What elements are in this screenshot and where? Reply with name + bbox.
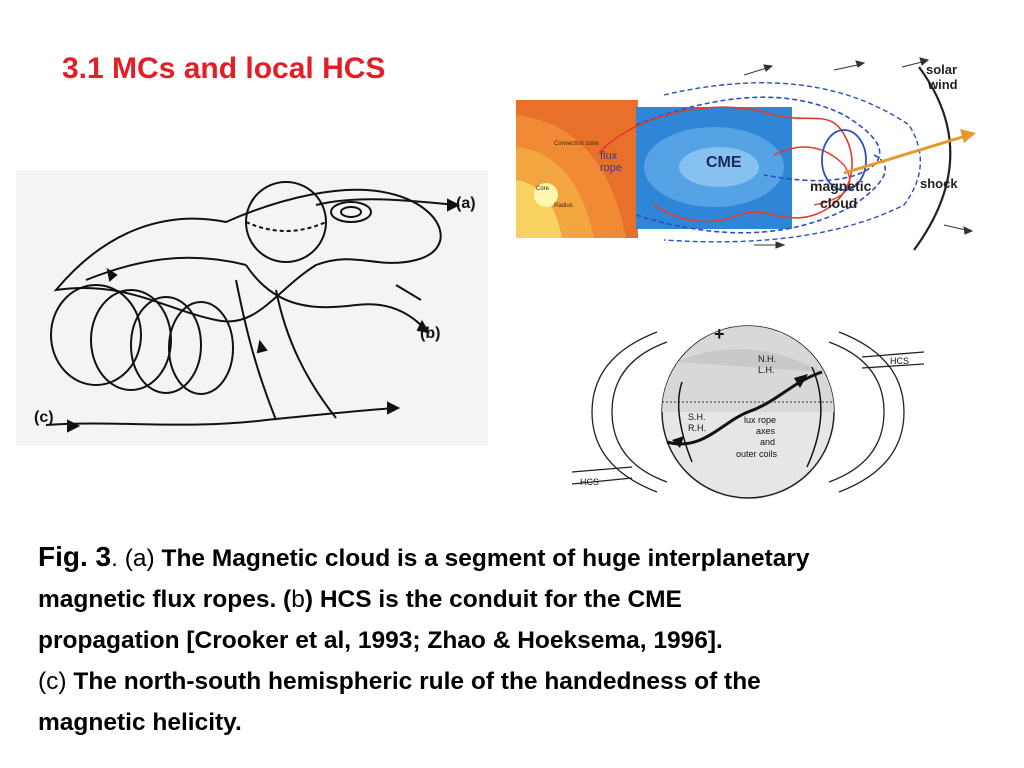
figure-3b-hcs-sketch bbox=[16, 170, 488, 446]
nh-label: N.H. bbox=[758, 354, 776, 364]
caption-line-5 bbox=[38, 702, 998, 743]
axes-line-4: outer coils bbox=[736, 449, 778, 459]
caption-a-text: The Magnetic cloud is a segment of huge interplanetary bbox=[161, 545, 810, 572]
cme-label: CME bbox=[706, 154, 742, 171]
wind-label: wind bbox=[928, 77, 958, 92]
rh-label: R.H. bbox=[688, 423, 706, 433]
caption-b-text-2: propagation [Crooker et al, 1993; Zhao & Hoeksema, 1996]. bbox=[38, 627, 723, 654]
solar-label: solar bbox=[926, 62, 958, 77]
caption-b-text: ) HCS is the conduit for the CME bbox=[304, 586, 682, 613]
figure-3a-cme-diagram bbox=[514, 55, 994, 255]
hcs-right-label: HCS bbox=[890, 356, 910, 366]
rope-label: rope bbox=[600, 162, 623, 174]
caption-a-text-2: magnetic flux ropes. ( bbox=[38, 586, 292, 613]
caption-a-marker: (a) bbox=[117, 545, 162, 572]
plus-sign: + bbox=[714, 324, 725, 344]
lh-label: L.H. bbox=[758, 365, 775, 375]
cloud-label: cloud bbox=[820, 195, 858, 211]
flux-label: flux bbox=[600, 150, 618, 162]
caption-c-text: The north-south hemispheric rule of the handedness of the bbox=[73, 668, 761, 695]
axes-line-3: and bbox=[760, 437, 776, 447]
caption-line-1 bbox=[38, 536, 998, 579]
axes-line-1: lux rope bbox=[744, 415, 777, 425]
caption-line-3 bbox=[38, 620, 998, 661]
caption-c-text-2: magnetic helicity. bbox=[38, 709, 242, 736]
figure-number: Fig. 3 bbox=[38, 541, 112, 572]
caption-c-marker: (c) bbox=[38, 668, 74, 695]
core-label: Core bbox=[536, 186, 550, 192]
caption-period: . bbox=[111, 545, 118, 572]
label-a: (a) bbox=[456, 195, 476, 212]
sh-label: S.H. bbox=[688, 412, 706, 422]
hcs-left-label: HCS bbox=[580, 477, 600, 487]
slide-title: 3.1 MCs and local HCS bbox=[62, 52, 386, 85]
caption-b-marker: b bbox=[291, 586, 305, 613]
caption-line-2 bbox=[38, 579, 998, 620]
label-c: (c) bbox=[34, 409, 54, 426]
convection-zone-label: Convection zone bbox=[554, 141, 599, 147]
label-b: (b) bbox=[420, 325, 441, 342]
shock-label: shock bbox=[920, 176, 958, 191]
radius-label: Radius bbox=[554, 203, 573, 209]
axes-line-2: axes bbox=[756, 426, 776, 436]
figure-caption bbox=[38, 536, 998, 743]
caption-line-4 bbox=[38, 661, 998, 702]
figure-3c-handedness-diagram bbox=[572, 302, 924, 510]
magnetic-label: magnetic bbox=[810, 178, 872, 194]
